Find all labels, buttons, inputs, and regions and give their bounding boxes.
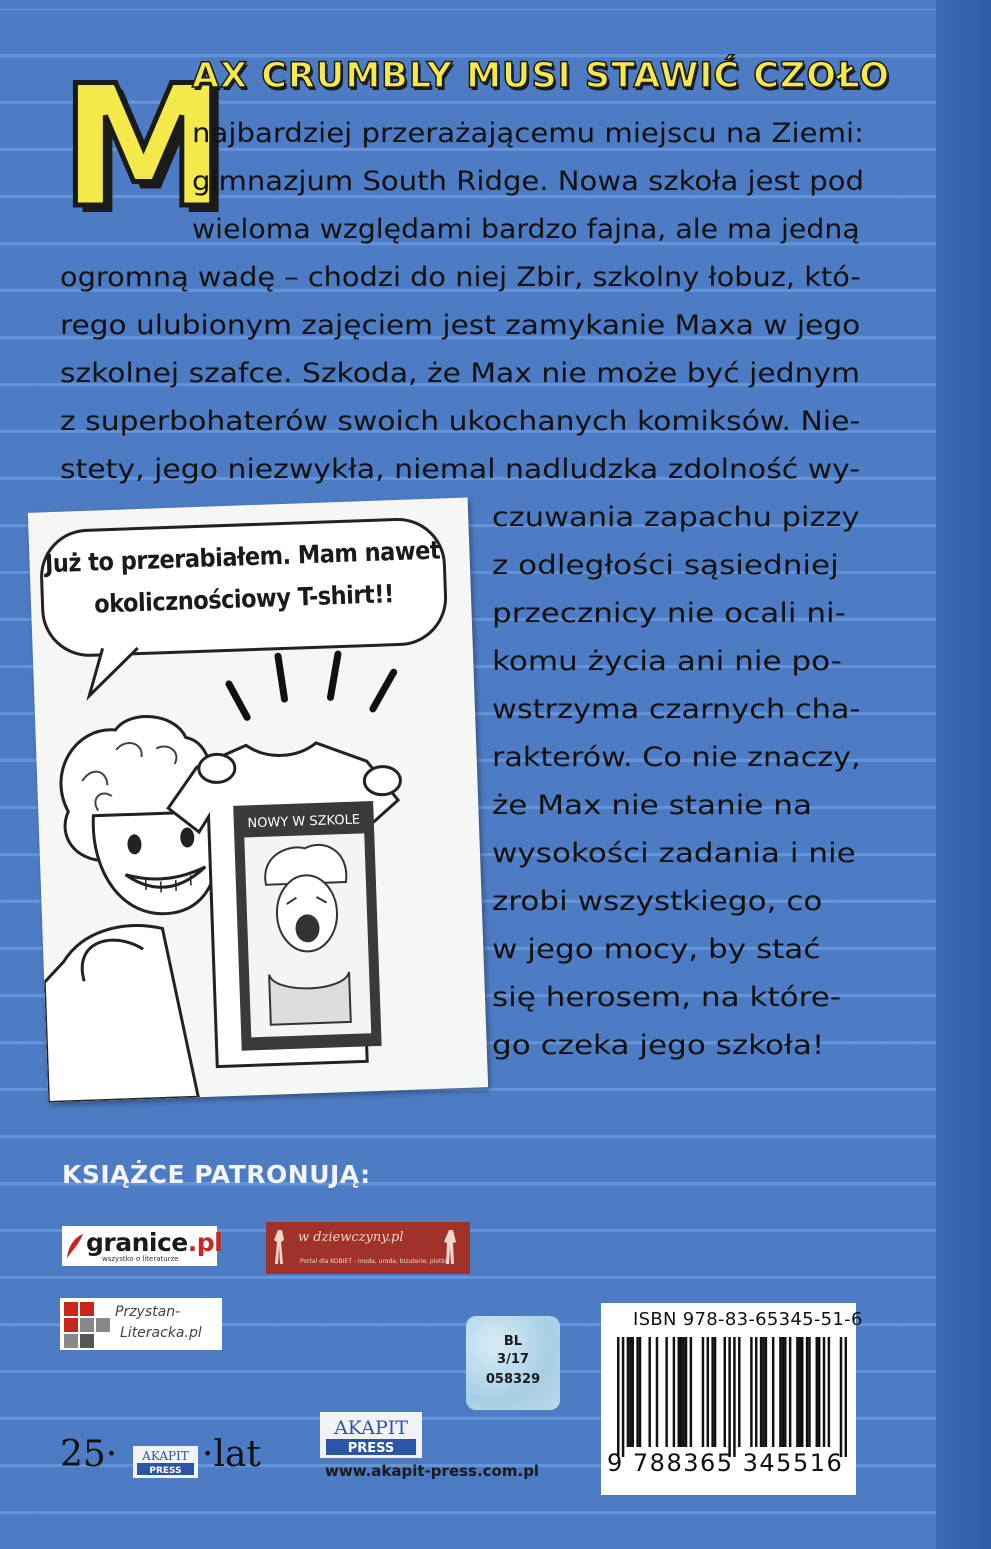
- barcode-bar: [733, 1337, 735, 1457]
- granice-logo: [62, 1226, 223, 1266]
- blurb-line: z superbohaterów swoich ukochanych komiksów. Nie-: [60, 406, 861, 437]
- barcode-bar: [690, 1337, 692, 1447]
- speech-bubble-line-2: okolicznościowy T-shirt!!: [93, 579, 395, 619]
- book-spine: [936, 0, 991, 1549]
- sticker-line-3: 058329: [485, 1372, 541, 1387]
- blurb-line: gimnazjum South Ridge. Nowa szkoła jest pod: [192, 166, 864, 197]
- barcode-bar: [765, 1337, 767, 1447]
- isbn-number: ISBN 978-83-65345-51-6: [633, 1309, 863, 1330]
- patrons-heading: KSIĄŻCE PATRONUJĄ:: [62, 1160, 371, 1189]
- blurb-line: się herosem, na które-: [492, 982, 842, 1013]
- blurb-line: rakterów. Co nie znaczy,: [492, 742, 861, 773]
- blurb-line: najbardziej przerażającemu miejscu na Ziemi:: [192, 118, 864, 149]
- barcode-bar: [617, 1337, 619, 1457]
- barcode-bar: [782, 1337, 784, 1447]
- barcode-bar: [707, 1337, 709, 1447]
- barcode-bar: [636, 1337, 638, 1447]
- granice-logo-text: granice.pl: [86, 1228, 223, 1257]
- blurb-line: z odległości sąsiedniej: [492, 550, 839, 581]
- boy-holding-tshirt-drawing: [28, 498, 488, 1103]
- dziewczyny-logo-text: w dziewczyny.pl: [298, 1230, 404, 1245]
- ean-barcode: [617, 1337, 847, 1457]
- przystan-literacka-logo: [60, 1298, 222, 1350]
- barcode-bar: [818, 1337, 820, 1447]
- akapit-press-logo: [320, 1412, 422, 1458]
- barcode-bar: [629, 1337, 631, 1447]
- barcode-bar: [845, 1337, 847, 1457]
- barcode-bar: [816, 1337, 818, 1447]
- barcode-bar: [755, 1337, 757, 1447]
- barcode-bar: [799, 1337, 801, 1447]
- granice-tagline: wszystko o literaturze: [102, 1255, 179, 1263]
- barcode-bar: [789, 1337, 791, 1447]
- blurb-line: wysokości zadania i nie: [492, 838, 856, 869]
- blurb-line: wstrzyma czarnych cha-: [492, 694, 861, 725]
- ean-digits: 9 788365 345516: [607, 1449, 844, 1477]
- barcode-bar: [750, 1337, 752, 1447]
- comic-illustration: [28, 498, 488, 1103]
- badge-top: AKAPIT: [142, 1449, 189, 1463]
- barcode-bar: [656, 1337, 658, 1447]
- barcode-bar: [840, 1337, 842, 1457]
- headline: AX CRUMBLY MUSI STAWIĆ CZOŁO: [192, 56, 891, 96]
- barcode-bar: [784, 1337, 786, 1447]
- przystan-line-1: Przystan-: [115, 1304, 181, 1320]
- barcode-bar: [714, 1337, 716, 1447]
- barcode-bar: [678, 1337, 680, 1447]
- bl-hologram-sticker: [466, 1316, 560, 1410]
- badge-bottom: PRESS: [149, 1466, 182, 1476]
- dziewczyny-tagline: Portal dla KOBIET - moda, uroda, bizuterie, plotki: [300, 1258, 447, 1265]
- blurb-line: wieloma względami bardzo fajna, ale ma jedną: [192, 214, 860, 245]
- barcode-bar: [801, 1337, 803, 1447]
- barcode-bar: [760, 1337, 762, 1447]
- barcode-bar: [779, 1337, 781, 1447]
- anniversary-akapit-badge: [133, 1446, 198, 1478]
- speech-bubble-line-1: Już to przerabiałem. Mam nawet: [44, 535, 441, 579]
- sticker-line-1: BL: [503, 1334, 523, 1349]
- drop-cap-letter: M: [60, 49, 228, 245]
- barcode-bar: [806, 1337, 808, 1447]
- barcode-bar: [711, 1337, 713, 1447]
- blurb-line: zrobi wszystkiego, co: [492, 886, 823, 917]
- blurb-line: ogromną wadę – chodzi do niej Zbir, szkolny łobuz, któ-: [60, 262, 861, 293]
- barcode-bar: [685, 1337, 687, 1447]
- barcode-bar: [828, 1337, 830, 1447]
- barcode-bar: [682, 1337, 684, 1447]
- barcode-bar: [702, 1337, 704, 1447]
- barcode-bar: [772, 1337, 774, 1447]
- barcode-bar: [632, 1337, 634, 1447]
- barcode-bar: [796, 1337, 798, 1447]
- akapit-logo-bottom: PRESS: [347, 1441, 395, 1456]
- blurb-line: w jego mocy, by stać: [492, 934, 821, 965]
- blurb-line: przecznicy nie ocali ni-: [492, 598, 846, 629]
- sticker-line-2: 3/17: [497, 1352, 529, 1367]
- blurb-line: że Max nie stanie na: [492, 790, 812, 821]
- publisher-url: www.akapit-press.com.pl: [325, 1462, 540, 1480]
- barcode-bar: [728, 1337, 730, 1457]
- blurb-line: stety, jego niezwykła, niemal nadludzka zdolność wy-: [60, 454, 861, 485]
- barcode-bar: [648, 1337, 650, 1447]
- barcode-bar: [627, 1337, 629, 1447]
- barcode-bar: [738, 1337, 740, 1447]
- barcode-bar: [673, 1337, 675, 1447]
- anniversary-lat: ·lat: [202, 1434, 261, 1475]
- isbn-barcode-panel: [601, 1303, 863, 1495]
- barcode-bar: [622, 1337, 624, 1457]
- book-blocks-icon: [62, 1298, 112, 1350]
- barcode-bar: [808, 1337, 810, 1447]
- excitement-lines-icon: [228, 652, 395, 718]
- blurb-line: czuwania zapachu pizzy: [492, 502, 860, 533]
- blurb-line: szkolnej szafce. Szkoda, że Max nie może być jednym: [60, 358, 861, 389]
- dziewczyny-logo: [266, 1222, 470, 1274]
- barcode-bar: [724, 1337, 726, 1447]
- blurb-line: komu życia ani nie po-: [492, 646, 842, 677]
- barcode-bar: [680, 1337, 682, 1447]
- anniversary-number: 25·: [60, 1434, 118, 1475]
- akapit-logo-top: AKAPIT: [334, 1417, 408, 1439]
- feather-pen-icon: [65, 1232, 85, 1260]
- przystan-line-2: Literacka.pl: [120, 1325, 202, 1341]
- barcode-bar: [639, 1337, 641, 1447]
- blurb-line: rego ulubionym zajęciem jest zamykanie Maxa w jego: [60, 310, 861, 341]
- blurb-line: go czeka jego szkoła!: [492, 1030, 825, 1061]
- shirt-print-text: NOWY W SZKOLE: [247, 812, 361, 832]
- barcode-bar: [762, 1337, 764, 1447]
- barcode-bar: [823, 1337, 825, 1447]
- barcode-bar: [665, 1337, 667, 1447]
